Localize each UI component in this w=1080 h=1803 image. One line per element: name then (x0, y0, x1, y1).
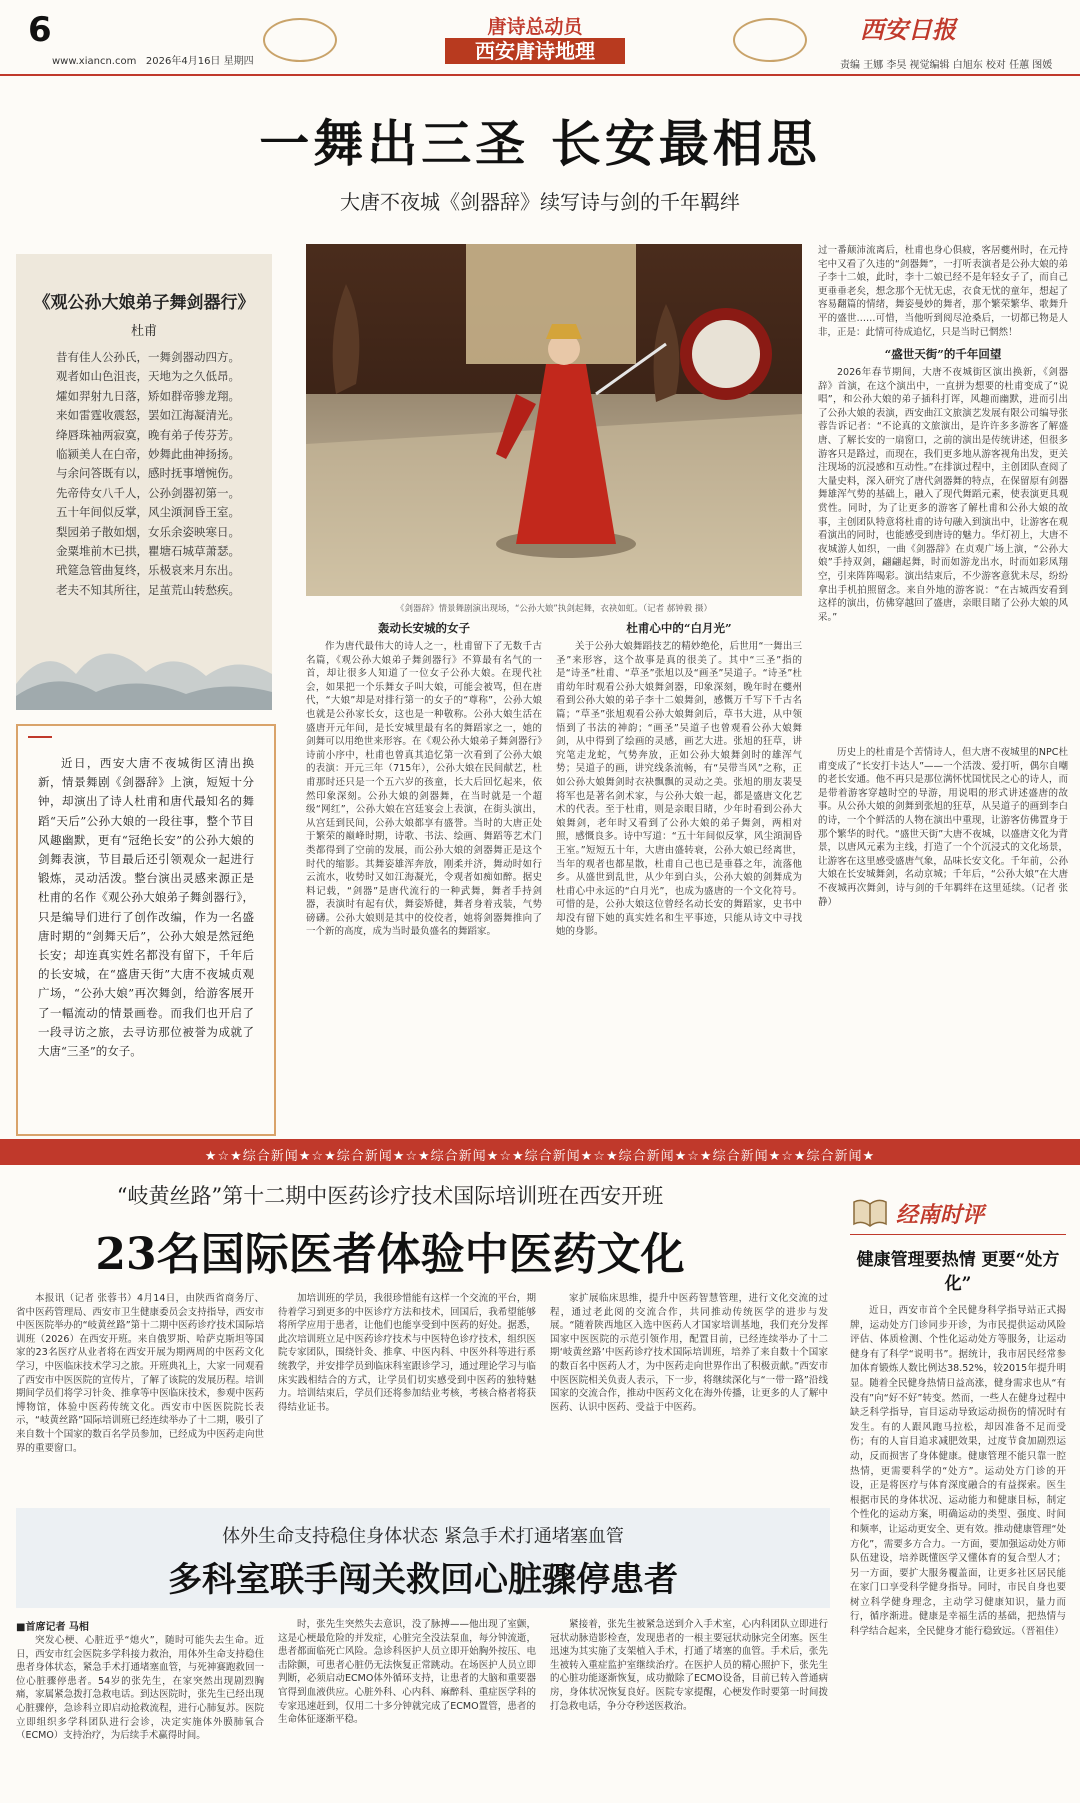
col2-text: 关于公孙大娘舞蹈技艺的精妙绝伦，后世用“一舞出三圣”来形容，这个故事是真的很美了。其中“三圣”指的是“诗圣”杜甫、“草圣”张旭以及“画圣”吴道子。“诗圣”杜甫幼年时观看公孙大娘舞剑器，印象深刻，晚年时在夔州看到公孙大娘的弟子李十二娘舞剑，感慨万千写下千古名篇；“草圣”张旭观看公孙大娘舞剑后，草书大进，从中领悟到了书法的神韵；“画圣”吴道子也曾观看公孙大娘舞剑，从中得到了绘画的灵感，画艺大进。张旭的狂草，讲究笔走龙蛇，气势奔放，正如公孙大娘舞剑时的雄浑气势；吴道子的画，讲究线条流畅，有“吴带当风”之称，正如公孙大娘舞剑时衣袂飘飘的灵动之美。张旭的朋友裴旻将军也是著名剑术家，与公孙大娘一起，都是盛唐文化艺术的代表。至于杜甫，则是亲眼目睹，少年时看到公孙大娘舞剑，老年时又看到了公孙大娘的弟子舞剑，两相对照，感慨良多。诗中写道：“五十年间似反掌，风尘澒洞昏王室。”短短五十年，大唐由盛转衰，公孙大娘已经离世，当年的观者也都星散，杜甫自己也已是垂暮之年，流落他乡。从盛世到乱世，从少年到白头，公孙大娘的剑舞成为杜甫心中永远的“白月光”，也成为盛唐的一个文化符号。可惜的是，公孙大娘这位曾经名动长安的舞蹈家，史书中却没有留下她的真实姓名和生平事迹，只能从诗文中寻找她的身影。 (556, 641, 802, 938)
poem-line: 来如雷霆收震怒，罢如江海凝清光。 (56, 408, 240, 423)
col1-text: 作为唐代最伟大的诗人之一，杜甫留下了无数千古名篇，《观公孙大娘弟子舞剑器行》不算最有名气的一首，却让很多人知道了一位女子公孙大娘。在现代社会，如果把一个乐舞女子叫大娘，可能会被骂，但在唐代，“大娘”却是对排行第一的女子的“尊称”，公孙大娘也就是公孙家长女，这也是一种敬称。公孙大娘生活在盛唐开元年间，是长安城里最有名的舞蹈家之一，她的剑舞可以用绝世来形容。在《观公孙大娘弟子舞剑器行》诗前小序中，杜甫也曾真其追忆第一次看到了公孙大娘的表演：开元三年（715年），公孙大娘在民间献艺，杜甫那时还只是一个五六岁的孩童，长大后回忆起来，依然印象深刻。公孙大娘的剑器舞，在当时就是一个超级“网红”，公孙大娘在宫廷宴会上表演，在街头演出，从宫廷到民间，公孙大娘都享有盛誉。当时的大唐正处于繁荣的巅峰时期，诗歌、书法、绘画、舞蹈等艺术门类都得到了空前的发展，而公孙大娘的剑器舞正是这个时代的缩影。其舞姿雄浑奔放，刚柔并济，舞动时如行云流水，收势时又如江海凝光，令观者如痴如醉。据史料记载，“剑器”是唐代流行的一种武舞，舞者手持剑器，表演时有起有伏，舞姿矫健，舞者身着戎装，气势磅礴。公孙大娘则是其中的佼佼者，她将剑器舞推向了一个新的高度，成为当时最负盛名的舞蹈家。 (306, 641, 542, 938)
poem-line: 金粟堆前木已拱，瞿塘石城草萧瑟。 (56, 544, 240, 559)
poem-title: 《观公孙大娘弟子舞剑器行》 (33, 293, 255, 313)
col1-heading: 轰动长安城的女子 (378, 621, 470, 635)
newspaper-logo: 西安日报 (860, 15, 956, 44)
article3-col1: 突发心梗、心脏近乎“熄火”，随时可能失去生命。近日，西安市红会医院多学科接力救治，用体外生命支持稳住患者身体状态，紧急手术打通堵塞血管，与死神赛跑救回一位心脏骤停患者。54岁的张先生，在家突然出现剧烈胸痛，家属紧急拨打急救电话。到达医院时，张先生已经出现心脏骤停，急诊科立即启动抢救流程，进行心肺复苏。医院立即组织多学科团队进行会诊，决定实施体外膜肺氧合（ECMO）支持治疗，为后续手术赢得时间。 (16, 1635, 264, 1742)
article3-col2: 时，张先生突然失去意识，没了脉搏——他出现了室颤，这是心梗最危险的并发症，心脏完全没法泵血，每分钟流逝，患者都面临死亡风险。急诊科医护人员立即开始胸外按压、电击除颤，可患者心脏仍无法恢复正常跳动。在场医护人员立即判断，必须启动ECMO体外循环支持，让患者的大脑和重要器官得到血液供应。心脏外科、心内科、麻醉科、重症医学科的专家迅速赶到，仅用二十多分钟就完成了ECMO置管，患者的生命体征逐渐平稳。 (278, 1619, 536, 1726)
article2-col2: 加培训班的学员，我很珍惜能有这样一个交流的平台，期待着学习到更多的中医诊疗方法和技术，回国后，我希望能够将所学应用于患者，让他们也能享受到中医药的好处。据悉，此次培训班立足中医药诊疗技术与中医特色诊疗技术，组织医院专家团队，围绕针灸、推拿、中医内科、中医外科等进行系统教学，并安排学员到临床科室跟诊学习，通过理论学习与临床实践相结合的方式，让学员们切实感受到中医药的独特魅力。培训结束后，学员们还将参加结业考核，考核合格者将获得结业证书。 (278, 1293, 536, 1413)
issue-date: 2026年4月16日 星期四 (145, 56, 254, 67)
corner-mark-icon (28, 736, 52, 738)
poem-line: 临颍美人在白帝，妙舞此曲神扬扬。 (56, 447, 240, 462)
article3-byline: ■首席记者 马相 (16, 1622, 89, 1633)
poem-line: 梨园弟子散如烟，女乐余姿映寒日。 (56, 524, 240, 539)
poem-lines (56, 348, 256, 600)
page-number: 6 (28, 10, 52, 50)
col2-heading: 杜甫心中的“白月光” (626, 621, 732, 635)
photo-caption: 《剑器辞》情景舞剧演出现场，“公孙大娘”执剑起舞，衣袂如虹。（记者 郝钟毅 摄） (396, 604, 712, 614)
col3-text-a: 过一番颠沛流离后，杜甫也身心俱疲，客居夔州时，在元持宅中又看了久违的“剑器舞”，一打听表演者是公孙大娘的弟子李十二娘，此时，李十二娘已经不是年轻女子了，而自己更垂垂老矣，想念那个无忧无虑，衣食无忧的童年，想起了容易翻篇的情绪，舞姿曼妙的舞者，那个繁荣繁华、歌舞升平的盛世……可惜，当他听到阅尽沧桑后，一切都已物是人非，正是：此情可待成追忆，只是当时已惘然！ (818, 245, 1068, 338)
poem-line: 玳筵急管曲复终，乐极哀来月东出。 (56, 563, 240, 578)
poem-author: 杜甫 (130, 324, 157, 339)
dancer-photo-icon (306, 244, 802, 596)
ink-mountains-icon (16, 614, 272, 710)
poem-line: 绛唇珠袖两寂寞，晚有弟子传芬芳。 (56, 427, 240, 442)
commentary-header (850, 1190, 1066, 1235)
commentary-section: 经南时评 (896, 1202, 985, 1228)
article2-col3: 家扩展临床思维，提升中医药智慧管理，进行文化交流的过程，通过老此阅的交流合作，共同推动传统医学的进步与发展。“随着陕西地区入选中医药人才国家培训基地，我们充分发挥国家中医医院的示范引领作用，配置目前，已经连续举办了十二期‘岐黄丝路’中医药诊疗技术国际培训班，培养了来自数十个国家的数百名中医药人才，为中医药走向世界作出了积极贡献。”西安市中医医院相关负责人表示，下一步，将继续深化与“一带一路”沿线国家的交流合作，推动中医药文化在海外传播，让更多的人了解中医药、认识中医药、受益于中医药。 (550, 1293, 828, 1413)
article2-kicker: “岐黄丝路”第十二期中医药诊疗技术国际培训班在西安开班 (116, 1184, 664, 1208)
site-url: www.xiancn.com (52, 56, 137, 67)
site-date-line (52, 52, 254, 67)
article3-title: 多科室联手闯关救回心脏骤停患者 (168, 1560, 678, 1600)
article2-col1: 本报讯（记者 张蓉书）4月14日，由陕西省商务厅、省中医药管理局、西安市卫生健康委员会支持指导，西安市中医医院举办的“岐黄丝路”第十二期中医药诊疗技术国际培训班（2026）在西安开班。来自俄罗斯、哈萨克斯坦等国家的23名医疗从业者将在西安开展为期两周的中医药文化学习，中医临床技术学习之旅。开班典礼上，大家一同观看了西安市中医医院的宣传片，了解了该院的发展历程。培训期间学员们将学习针灸、推拿等中医临床技术，参观中医药博物馆，体验中医药传统文化。西安市中医医院院长表示，“岐黄丝路”国际培训班已经连续举办了十二期，吸引了来自数十个国家的数百名学员参加，已经成为中医药走向世界的重要窗口。 (16, 1293, 264, 1454)
section-banner (255, 8, 815, 66)
poem-line: 观者如山色沮丧，天地为之久低昂。 (56, 369, 240, 384)
article2-title: 23名国际医者体验中医药文化 (95, 1229, 685, 1280)
article3-title-box (16, 1508, 830, 1608)
editor-credits: 责编 王娜 李昊 视觉编辑 白旭东 校对 任蕙 图媛 (840, 60, 1053, 71)
poem-line: 先帝侍女八千人，公孙剑器初第一。 (56, 485, 240, 500)
poem-line: 与余问答既有以，感时抚事增惋伤。 (56, 466, 240, 481)
poem-line: 昔有佳人公孙氏，一舞剑器动四方。 (56, 350, 240, 364)
col3-text-b: 2026年春节期间，大唐不夜城街区演出换新，《剑器辞》首演，在这个演出中，一直拼为想要的杜甫变成了“说唱”，和公孙大娘的弟子插科打诨，风趣而幽默，进而引出了公孙大娘的表演，西安曲江文旅演艺发展有限公司编导张蓉告诉记者：“不论真的文旅演出，是许许多多游客了解盛唐、了解长安的一扇窗口，之前的演出是传统讲述，但很多游客只是路过，而现在，我们更多地从游客视角出发，更关注现场的沉浸感和互动性。”在排演过程中，主创团队查阅了大量史料，深入研究了唐代剑器舞的特点，在保留原有剑器舞雄浑气势的基础上，融入了现代舞蹈元素，使表演更具观赏性。同时，为了让更多的游客了解杜甫和公孙大娘的故事，主创团队特意将杜甫的诗句融入到演出中，让游客在观看演出的同时，也能感受到唐诗的魅力。华灯初上，大唐不夜城游人如织，一曲《剑器辞》在贞观广场上演，“公孙大娘”手持双剑，翩翩起舞，时而如游龙出水，时而如彩凤翔空，引来阵阵喝彩。演出结束后，不少游客意犹未尽，纷纷拿出手机拍照留念。来自外地的游客说：“在古城西安看到这样的演出，仿佛穿越回了盛唐，亲眼目睹了公孙大娘的风采。” (818, 367, 1068, 623)
commentary-text: 近日，西安市首个全民健身科学指导站正式揭牌，运动处方门诊同步开诊，为市民提供运动风险评估、体质检测、个性化运动处方等服务，让运动健身有了科学“说明书”。据统计，我市居民经常参加体育锻炼人数比例达38.52%，较2015年提升明显。随着全民健身热情日益高涨，健身需求也从“有没有”向“好不好”转变。然而，一些人在健身过程中缺乏科学指导，盲目运动导致运动损伤的情况时有发生。有的人跟风跑马拉松，却因准备不足而受伤；有的人盲目追求减肥效果，过度节食加剧烈运动，反而损害了身体健康。健康管理不能只靠一腔热情，更需要科学的“处方”。运动处方门诊的开设，正是将医疗与体育深度融合的有益探索。医生根据市民的身体状况、运动能力和健康目标，制定个性化的运动方案，明确运动的类型、强度、时间和频率，让运动更安全、更有效。推动健康管理“处方化”，需要多方合力。一方面，要加强运动处方师队伍建设，培养既懂医学又懂体育的复合型人才；另一方面，要扩大服务覆盖面，让更多社区居民能在家门口享受科学健身指导。同时，市民自身也要树立科学健身理念，主动学习健康知识，量力而行，循序渐进。健康是幸福生活的基础，把热情与科学结合起来，全民健身才能行稳致远。（晋祖佳） (850, 1305, 1066, 1638)
news-band-text: ★☆★综合新闻★☆★综合新闻★☆★综合新闻★☆★综合新闻★☆★综合新闻★☆★综合新闻★☆★综合新闻★ (204, 1149, 876, 1164)
article3-kicker: 体外生命支持稳住身体状态 紧急手术打通堵塞血管 (222, 1526, 624, 1547)
poem-line: 㸌如羿射九日落，矫如群帝骖龙翔。 (56, 388, 240, 403)
poem-line: 老夫不知其所往，足茧荒山转愁疾。 (56, 582, 240, 597)
intro-text: 近日，西安大唐不夜城街区清出换新，情景舞剧《剑器辞》上演，短短十分钟，却演出了诗人杜甫和唐代最知名的舞蹈“天后”公孙大娘的一段往事，整个节目风趣幽默，更有“冠绝长安”的公孙大娘的剑舞表演，节目最后还引领观众一起进行锻炼，灵动活泼。整台演出灵感来源正是杜甫的名作《观公孙大娘弟子舞剑器行》，只是编导们进行了创作改编，作为一名盛唐时期的“剑舞天后”，公孙大娘是然冠绝长安；却连真实姓名都没有留下，千年后的长安城，在“盛唐天街”大唐不夜城贞观广场，“公孙大娘”再次舞剑，给游客展开了一幅流动的情景画卷。而我们也开启了一段寻访之旅，去寻访那位被誉为成就了大唐“三圣”的女子。 (38, 756, 254, 1059)
section-title: 西安唐诗地理 (445, 38, 625, 64)
poem-line: 五十年间似反掌，风尘澒洞昏王室。 (56, 505, 240, 520)
commentary-column (850, 1190, 1066, 1790)
poem-box (16, 254, 272, 710)
intro-box (16, 724, 276, 1136)
section-subtitle: 唐诗总动员 (487, 16, 583, 38)
article1-title: 一舞出三圣 长安最相思 (259, 114, 821, 173)
open-book-icon (850, 1196, 890, 1228)
article1-subtitle: 大唐不夜城《剑器辞》续写诗与剑的千年羁绊 (340, 190, 740, 214)
performance-photo (306, 244, 802, 596)
article3-col3: 紧接着，张先生被紧急送到介入手术室，心内科团队立即进行冠状动脉造影检查，发现患者的一根主要冠状动脉完全闭塞。医生迅速为其实施了支架植入手术，打通了堵塞的血管。手术后，张先生被转入重症监护室继续治疗。在医护人员的精心照护下，张先生的心脏功能逐渐恢复，成功撤除了ECMO设备，目前已转入普通病房，身体状况恢复良好。医院专家提醒，心梗发作时要第一时间拨打急救电话，争分夺秒送医救治。 (550, 1619, 828, 1712)
col3-heading: “盛世天街”的千年回望 (884, 347, 1002, 361)
col3-text-c: 历史上的杜甫是个苦情诗人，但大唐不夜城里的NPC杜甫变成了“长安打卡达人”——一个活泼、爱打听，偶尔自嘲的老长安通。他不再只是那位满怀忧国忧民之心的诗人，而是带着游客穿越时空的导游，用说唱的形式讲述盛唐的故事。从公孙大娘的剑舞到张旭的狂草，从吴道子的画到李白的诗，一个个鲜活的人物在演出中重现，让游客仿佛置身于那个繁华的时代。“盛世天街”大唐不夜城，以盛唐文化为背景，以唐风元素为主线，打造了一个个沉浸式的文化场景，让游客在这里感受盛唐气象，品味长安文化。千年前，公孙大娘在长安城舞剑，名动京城；千年后，“公孙大娘”在大唐不夜城再次舞剑，诗与剑的千年羁绊在这里延续。（记者 张静） (818, 747, 1068, 908)
commentary-title: 健康管理要热情 更要“处方化” (856, 1250, 1060, 1294)
